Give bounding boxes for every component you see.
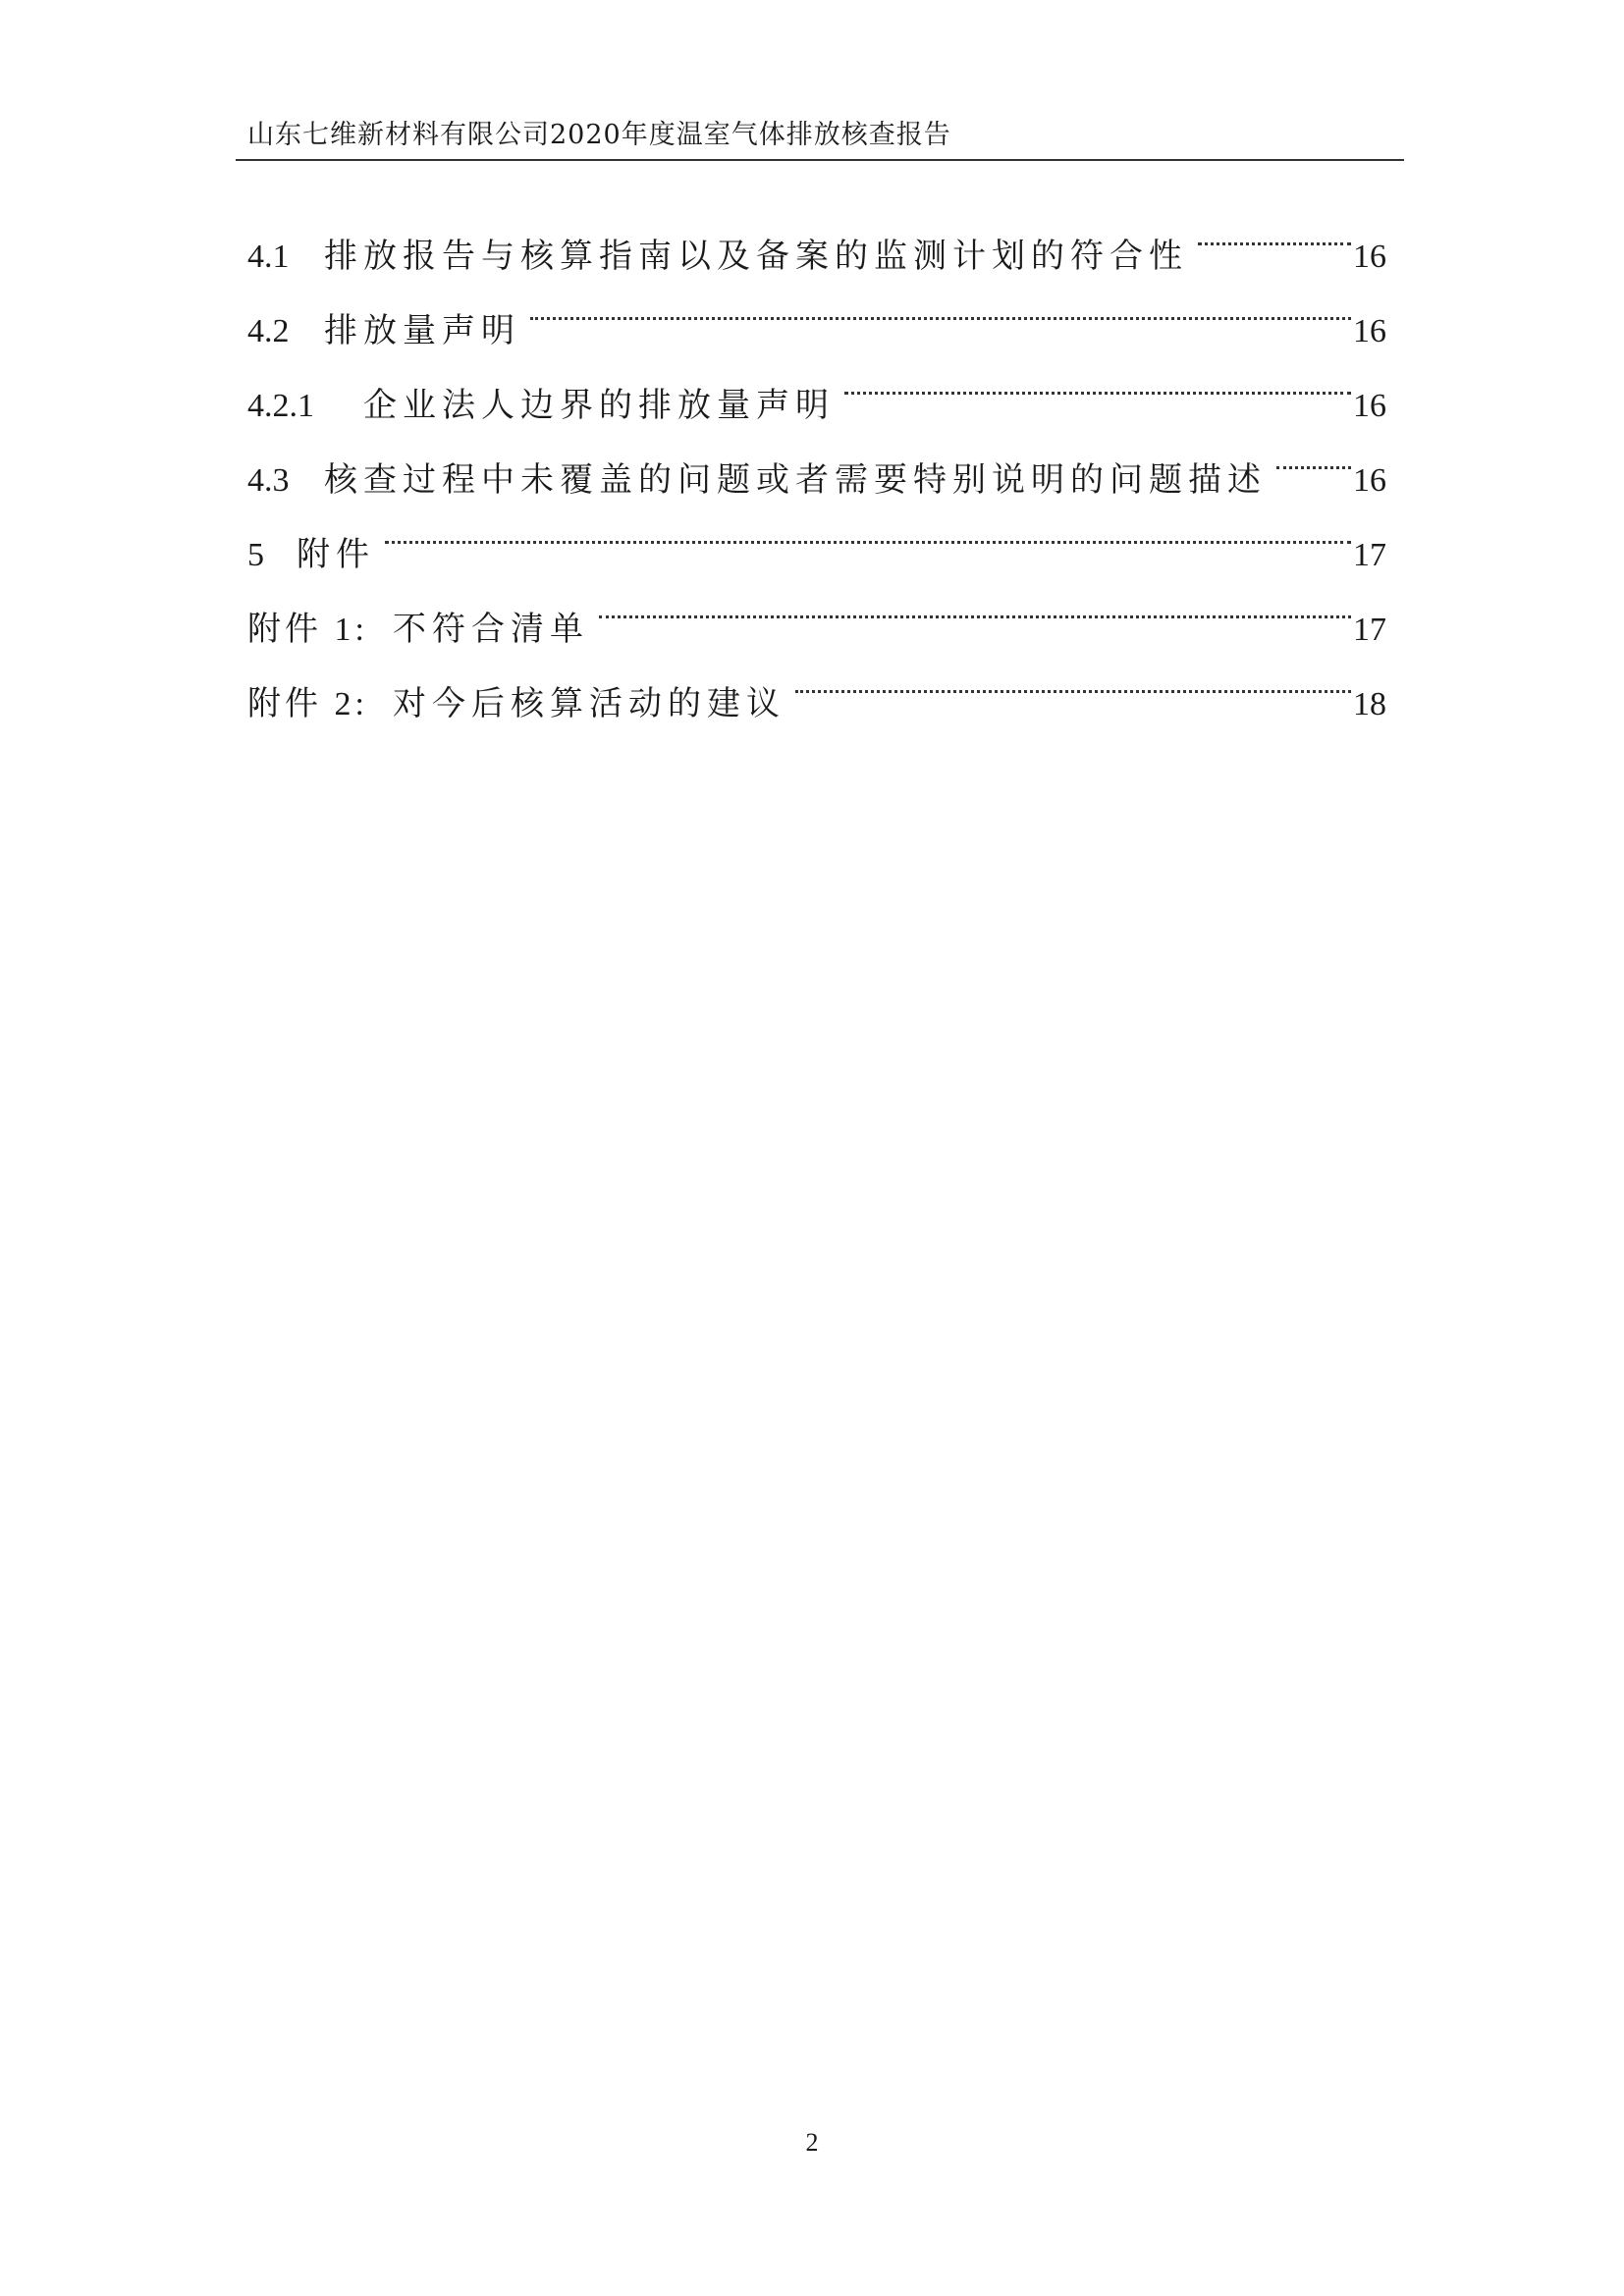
toc-dot-leader [1198, 192, 1351, 267]
toc-dot-leader [599, 565, 1351, 640]
table-of-contents [247, 192, 1386, 723]
page-number: 2 [805, 2128, 819, 2157]
toc-entry-appendix-1[interactable] [247, 565, 1386, 649]
toc-entry-number: 附件 2: [247, 686, 368, 722]
toc-entry-title: 排放量声明 [324, 311, 520, 350]
toc-entry-page: 16 [1353, 313, 1386, 349]
toc-dot-leader [795, 640, 1351, 715]
toc-entry-page: 17 [1353, 537, 1386, 573]
toc-entry-page: 16 [1353, 462, 1386, 499]
page-header [236, 116, 1404, 161]
toc-entry-number: 4.3 [247, 462, 290, 499]
toc-entry-page: 16 [1353, 239, 1386, 275]
toc-entry-number: 5 [247, 537, 264, 573]
toc-entry-page: 16 [1353, 388, 1386, 424]
header-title: 山东七维新材料有限公司2020年度温室气体排放核查报告 [247, 120, 951, 150]
toc-entry-title: 附件 [297, 535, 375, 574]
toc-entry-title: 企业法人边界的排放量声明 [363, 386, 835, 425]
toc-entry-title: 排放报告与核算指南以及备案的监测计划的符合性 [324, 237, 1188, 276]
toc-entry-title: 对今后核算活动的建议 [393, 684, 785, 723]
toc-entry-number: 4.2.1 [247, 388, 314, 424]
toc-dot-leader [844, 342, 1351, 416]
toc-entry-page: 17 [1353, 612, 1386, 648]
toc-entry-4-1[interactable] [247, 192, 1386, 276]
toc-entry-5[interactable] [247, 491, 1386, 574]
toc-entry-title: 核查过程中未覆盖的问题或者需要特别说明的问题描述 [324, 460, 1267, 500]
toc-entry-number: 4.1 [247, 239, 290, 275]
toc-dot-leader [1276, 416, 1351, 491]
toc-entry-number: 附件 1: [247, 612, 368, 648]
toc-dot-leader [385, 491, 1351, 565]
toc-entry-title: 不符合清单 [393, 610, 589, 649]
toc-entry-page: 18 [1353, 686, 1386, 722]
toc-dot-leader [530, 267, 1351, 342]
toc-entry-number: 4.2 [247, 313, 290, 349]
